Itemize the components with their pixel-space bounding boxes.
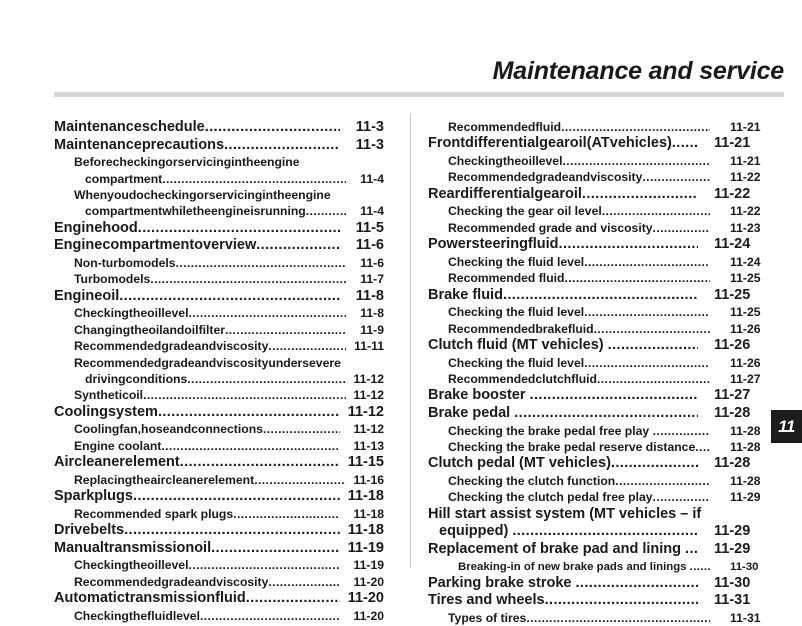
toc-page-number: 11-11 bbox=[354, 339, 384, 354]
toc-entry-label: Syntheticoil bbox=[74, 388, 144, 403]
toc-page-number: 11-20 bbox=[353, 574, 384, 589]
toc-dot-leader bbox=[561, 119, 710, 135]
toc-page-number: 11-19 bbox=[347, 539, 384, 556]
toc-entry-label: drivingconditions bbox=[85, 372, 188, 387]
toc-page-number: 11-27 bbox=[730, 372, 761, 387]
toc-entry[interactable] bbox=[54, 488, 384, 506]
toc-page-number: 11-24 bbox=[714, 236, 751, 253]
toc-dot-leader bbox=[594, 321, 710, 337]
toc-entry-label: Brake fluid bbox=[428, 286, 503, 303]
toc-dot-leader bbox=[233, 506, 339, 522]
toc-entry-label: Tires and wheels bbox=[428, 592, 545, 609]
toc-dot-leader bbox=[582, 186, 698, 204]
toc-entry-label: Checking the fluid level bbox=[448, 305, 585, 320]
toc-entry[interactable] bbox=[428, 592, 784, 610]
toc-page-number: 11-25 bbox=[730, 305, 761, 320]
toc-page-number: 11-20 bbox=[347, 590, 384, 607]
toc-entry[interactable] bbox=[54, 338, 384, 354]
toc-entry-label: Maintenanceprecautions bbox=[54, 136, 225, 153]
toc-entry[interactable] bbox=[54, 137, 384, 155]
toc-entry[interactable] bbox=[428, 254, 784, 270]
toc-page-number: 11-26 bbox=[714, 337, 751, 354]
toc-dot-leader bbox=[690, 559, 710, 575]
toc-entry[interactable] bbox=[54, 421, 384, 437]
toc-dot-leader bbox=[530, 387, 698, 405]
toc-dot-leader bbox=[564, 270, 710, 286]
toc-page-number: 11-21 bbox=[714, 135, 751, 152]
toc-entry-label: Recommendedclutchfluid bbox=[448, 372, 597, 387]
toc-dot-leader bbox=[611, 455, 698, 473]
toc-dot-leader bbox=[143, 387, 346, 403]
toc-page-number: 11-26 bbox=[730, 321, 761, 336]
toc-page-number: 11-4 bbox=[360, 171, 384, 186]
toc-page-number: 11-30 bbox=[714, 574, 751, 591]
toc-entry-label: Maintenanceschedule bbox=[54, 119, 205, 135]
toc-entry-label: Checkingthefluidlevel bbox=[74, 608, 200, 623]
toc-dot-leader bbox=[695, 439, 710, 455]
toc-entry-label: Checking the brake pedal free play bbox=[448, 423, 653, 438]
toc-entry-label: Non-turbomodels bbox=[74, 256, 176, 270]
toc-page-number: 11-31 bbox=[714, 592, 751, 609]
toc-entry[interactable] bbox=[428, 135, 784, 153]
toc-dot-leader bbox=[653, 220, 710, 236]
toc-dot-leader bbox=[545, 592, 698, 610]
toc-entry[interactable] bbox=[54, 119, 384, 137]
toc-entry-label: Clutch fluid (MT vehicles) bbox=[428, 337, 608, 354]
toc-entry-label: Beforecheckingorservicingintheengine bbox=[74, 155, 300, 170]
toc-page-number: 11-23 bbox=[730, 220, 761, 235]
toc-entry-label: Recommendedgradeandviscosity bbox=[74, 339, 269, 354]
toc-entry[interactable] bbox=[428, 559, 784, 575]
toc-entry-label: Powersteeringfluid bbox=[428, 236, 559, 253]
toc-entry[interactable] bbox=[428, 455, 784, 473]
toc-entry-label: equipped) bbox=[439, 523, 513, 540]
toc-entry-label: Enginehood bbox=[54, 219, 138, 236]
chapter-number-label: 11 bbox=[778, 416, 795, 436]
toc-entry[interactable] bbox=[54, 574, 384, 590]
toc-entry[interactable] bbox=[428, 236, 784, 254]
toc-entry[interactable] bbox=[54, 220, 384, 238]
toc-entry-label: Brake booster bbox=[428, 387, 530, 404]
toc-page-number: 11-9 bbox=[360, 322, 384, 337]
toc-entry-label: Clutch pedal (MT vehicles) bbox=[428, 455, 611, 472]
toc-entry-label: compartmentwhiletheengineisrunning bbox=[85, 204, 306, 219]
toc-entry-label: Checkingtheoillevel bbox=[74, 306, 189, 321]
toc-page-number: 11-25 bbox=[714, 286, 751, 303]
toc-dot-leader bbox=[653, 423, 710, 439]
toc-entry[interactable] bbox=[428, 304, 784, 320]
column-divider bbox=[410, 113, 411, 568]
toc-dot-leader bbox=[615, 473, 710, 489]
toc-page-number: 11-29 bbox=[714, 541, 751, 558]
toc-entry[interactable] bbox=[428, 371, 784, 387]
toc-entry[interactable] bbox=[54, 322, 384, 338]
toc-page-number: 11-28 bbox=[714, 455, 751, 472]
toc-entry-label: Recommended spark plugs bbox=[74, 506, 234, 521]
toc-entry[interactable] bbox=[54, 355, 384, 388]
toc-page-number: 11-18 bbox=[347, 488, 384, 505]
toc-page-number: 11-28 bbox=[730, 423, 761, 438]
toc-page-number: 11-25 bbox=[730, 271, 761, 286]
toc-entry[interactable] bbox=[428, 169, 784, 185]
toc-entry[interactable] bbox=[54, 187, 384, 220]
toc-column-right bbox=[428, 119, 784, 626]
toc-entry[interactable] bbox=[54, 237, 384, 255]
toc-dot-leader bbox=[602, 203, 710, 219]
toc-page-number: 11-3 bbox=[355, 136, 384, 153]
toc-entry-label: Checking the fluid level bbox=[448, 355, 585, 370]
toc-entry-label: Reardifferentialgearoil bbox=[428, 185, 582, 202]
toc-entry[interactable] bbox=[54, 305, 384, 321]
toc-entry[interactable] bbox=[428, 387, 784, 405]
toc-dot-leader bbox=[133, 488, 340, 506]
toc-entry[interactable] bbox=[54, 522, 384, 540]
toc-page-number: 11-18 bbox=[347, 522, 384, 539]
toc-entry-label: Sparkplugs bbox=[54, 488, 133, 505]
toc-dot-leader bbox=[119, 288, 340, 306]
toc-dot-leader bbox=[653, 489, 710, 505]
toc-entry[interactable] bbox=[54, 387, 384, 403]
toc-entry[interactable] bbox=[54, 438, 384, 454]
toc-entry-label: Changingtheoilandoilfilter bbox=[74, 322, 225, 337]
toc-entry-label: Recommended fluid bbox=[448, 271, 565, 286]
toc-entry[interactable] bbox=[54, 540, 384, 558]
toc-page-number: 11-22 bbox=[714, 185, 751, 202]
toc-entry-label: Checking the brake pedal reserve distance bbox=[448, 440, 696, 455]
toc-entry-label: Checking the clutch function bbox=[448, 474, 616, 489]
toc-entry-label: Manualtransmissionoil bbox=[54, 539, 212, 556]
toc-dot-leader bbox=[256, 237, 340, 255]
toc-entry[interactable] bbox=[428, 473, 784, 489]
toc-dot-leader bbox=[205, 119, 340, 137]
toc-entry-label: Recommendedgradeandviscosity bbox=[74, 574, 269, 589]
toc-page-number: 11-12 bbox=[347, 403, 384, 420]
toc-entry-label: Brake pedal bbox=[428, 405, 515, 422]
toc-page-number: 11-31 bbox=[730, 610, 761, 625]
toc-entry-label: Frontdifferentialgearoil(ATvehicles) bbox=[428, 135, 672, 152]
toc-entry-label: Whenyoudocheckingorservicingintheengine bbox=[74, 188, 331, 202]
toc-page-number: 11-8 bbox=[355, 287, 384, 304]
toc-page-number: 11-24 bbox=[730, 254, 761, 269]
toc-dot-leader bbox=[263, 421, 340, 437]
toc-entry[interactable] bbox=[428, 337, 784, 355]
toc-entry[interactable] bbox=[428, 575, 784, 593]
toc-entry[interactable] bbox=[428, 270, 784, 286]
toc-page-number: 11-12 bbox=[353, 388, 384, 403]
toc-entry[interactable] bbox=[428, 203, 784, 219]
toc-entry[interactable] bbox=[428, 287, 784, 305]
toc-dot-leader bbox=[642, 169, 710, 185]
toc-dot-leader bbox=[187, 371, 346, 387]
toc-dot-leader bbox=[158, 404, 340, 422]
toc-dot-leader bbox=[124, 522, 340, 540]
toc-dot-leader bbox=[180, 454, 340, 472]
toc-entry[interactable] bbox=[428, 506, 784, 541]
toc-entry[interactable] bbox=[428, 423, 784, 439]
toc-dot-leader bbox=[224, 137, 340, 155]
toc-page-number: 11-15 bbox=[347, 454, 384, 471]
toc-page-number: 11-30 bbox=[730, 560, 759, 573]
toc-page-number: 11-22 bbox=[730, 204, 761, 219]
toc-entry-label: Checkingtheoillevel bbox=[74, 558, 189, 573]
toc-dot-leader bbox=[562, 153, 710, 169]
toc-entry[interactable] bbox=[428, 439, 784, 455]
toc-dot-leader bbox=[246, 590, 340, 608]
toc-page-number: 11-21 bbox=[730, 154, 761, 168]
toc-dot-leader bbox=[584, 254, 710, 270]
toc-dot-leader bbox=[597, 371, 710, 387]
page-title: Maintenance and service bbox=[492, 57, 784, 85]
toc-dot-leader bbox=[161, 438, 339, 454]
toc-entry-label: Enginecompartmentoverview bbox=[54, 237, 257, 254]
toc-entry-label: Recommendedbrakefluid bbox=[448, 321, 594, 336]
toc-page-number: 11-12 bbox=[353, 372, 384, 387]
toc-dot-leader bbox=[512, 523, 698, 541]
toc-page-number: 11-5 bbox=[355, 219, 384, 236]
toc-entry-label: Turbomodels bbox=[74, 272, 151, 287]
toc-dot-leader bbox=[526, 610, 710, 626]
toc-entry[interactable] bbox=[428, 610, 784, 626]
toc-entry-label: Drivebelts bbox=[54, 522, 125, 539]
toc-dot-leader bbox=[211, 540, 340, 558]
toc-entry-label: Checking the clutch pedal free play bbox=[448, 490, 653, 505]
toc-entry-label: Parking brake stroke bbox=[428, 574, 576, 591]
toc-dot-leader bbox=[150, 271, 346, 287]
toc-page-number: 11-6 bbox=[360, 256, 384, 270]
toc-entry[interactable] bbox=[54, 288, 384, 306]
toc-dot-leader bbox=[176, 255, 346, 271]
toc-entry[interactable] bbox=[428, 489, 784, 505]
toc-entry[interactable] bbox=[428, 186, 784, 204]
toc-dot-leader bbox=[608, 337, 698, 355]
toc-entry[interactable] bbox=[54, 557, 384, 573]
toc-page-number: 11-29 bbox=[730, 490, 761, 505]
toc-page-number: 11-8 bbox=[360, 306, 384, 321]
toc-entry[interactable] bbox=[428, 153, 784, 169]
toc-page-number: 11-4 bbox=[360, 204, 384, 219]
toc-entry-label: Hill start assist system (MT vehicles – if bbox=[428, 505, 702, 522]
toc-entry[interactable] bbox=[54, 590, 384, 608]
toc-dot-leader bbox=[503, 287, 698, 305]
toc-entry-label: Engine coolant bbox=[74, 438, 162, 453]
toc-entry[interactable] bbox=[54, 454, 384, 472]
toc-dot-leader bbox=[188, 305, 346, 321]
toc-entry-label: compartment bbox=[85, 171, 163, 186]
toc-entry[interactable] bbox=[428, 541, 784, 559]
toc-page-number: 11-7 bbox=[360, 272, 384, 287]
toc-page-number: 11-6 bbox=[355, 237, 384, 254]
toc-entry[interactable] bbox=[428, 405, 784, 423]
toc-entry-label: Replacement of brake pad and lining bbox=[428, 541, 686, 558]
toc-dot-leader bbox=[306, 203, 346, 219]
toc-entry-label: Aircleanerelement bbox=[54, 454, 180, 471]
toc-entry[interactable] bbox=[428, 321, 784, 337]
toc-entry[interactable] bbox=[54, 154, 384, 187]
toc-dot-leader bbox=[576, 575, 699, 593]
toc-entry[interactable] bbox=[54, 608, 384, 624]
toc-column-left bbox=[54, 119, 384, 624]
toc-page-number: 11-3 bbox=[355, 119, 384, 135]
toc-dot-leader bbox=[672, 135, 698, 153]
toc-entry-label: Recommendedgradeandviscosity bbox=[448, 170, 643, 185]
toc-entry[interactable] bbox=[54, 404, 384, 422]
toc-entry-label: Replacingtheaircleanerelement bbox=[74, 472, 255, 487]
toc-page-number: 11-20 bbox=[353, 608, 384, 623]
toc-page-number: 11-26 bbox=[730, 355, 761, 370]
toc-dot-leader bbox=[268, 338, 346, 354]
toc-entry[interactable] bbox=[54, 255, 384, 271]
toc-entry[interactable] bbox=[428, 119, 784, 135]
toc-dot-leader bbox=[514, 405, 698, 423]
toc-dot-leader bbox=[200, 608, 340, 624]
toc-page-number: 11-16 bbox=[353, 472, 384, 487]
page-header bbox=[0, 56, 802, 96]
toc-entry-label: Engineoil bbox=[54, 287, 120, 304]
toc-entry-label: Recommendedgradeandviscosityundersevere bbox=[74, 355, 341, 370]
toc-dot-leader bbox=[138, 220, 340, 238]
toc-dot-leader bbox=[559, 236, 698, 254]
toc-dot-leader bbox=[188, 557, 339, 573]
toc-dot-leader bbox=[254, 472, 346, 488]
toc-entry[interactable] bbox=[428, 220, 784, 236]
toc-entry[interactable] bbox=[54, 506, 384, 522]
toc-page-number: 11-28 bbox=[714, 405, 751, 422]
toc-entry-label: Types of tires bbox=[448, 610, 527, 625]
toc-dot-leader bbox=[685, 541, 698, 559]
toc-dot-leader bbox=[225, 322, 346, 338]
toc-entry[interactable] bbox=[54, 271, 384, 287]
toc-entry-label: Checking the fluid level bbox=[448, 254, 585, 269]
toc-page-number: 11-28 bbox=[730, 440, 761, 455]
toc-page-number: 11-29 bbox=[714, 523, 751, 540]
toc-entry-label: Recommendedfluid bbox=[448, 120, 562, 134]
toc-entry-label: Coolingsystem bbox=[54, 403, 158, 420]
toc-entry-label: Coolingfan,hoseandconnections bbox=[74, 422, 263, 437]
toc-entry-label: Recommended grade and viscosity bbox=[448, 220, 653, 235]
toc-dot-leader bbox=[162, 171, 346, 187]
toc-entry[interactable] bbox=[54, 472, 384, 488]
toc-entry-label: Checkingtheoillevel bbox=[448, 154, 563, 168]
toc-entry-label: Checking the gear oil level bbox=[448, 204, 602, 219]
toc-entry-label: Automatictransmissionfluid bbox=[54, 590, 246, 607]
toc-page-number: 11-19 bbox=[353, 558, 384, 573]
toc-dot-leader bbox=[268, 574, 339, 590]
toc-dot-leader bbox=[584, 355, 710, 371]
toc-page-number: 11-21 bbox=[730, 120, 761, 134]
toc-page-number: 11-27 bbox=[714, 387, 751, 404]
toc-page-number: 11-28 bbox=[730, 474, 761, 489]
toc-page-number: 11-13 bbox=[353, 438, 384, 453]
toc-page-number: 11-12 bbox=[353, 422, 384, 437]
toc-dot-leader bbox=[584, 304, 710, 320]
toc-entry[interactable] bbox=[428, 355, 784, 371]
toc-entry-label: Breaking-in of new brake pads and linings bbox=[458, 560, 690, 573]
toc-page-number: 11-22 bbox=[730, 170, 761, 185]
toc-page-number: 11-18 bbox=[353, 506, 384, 521]
